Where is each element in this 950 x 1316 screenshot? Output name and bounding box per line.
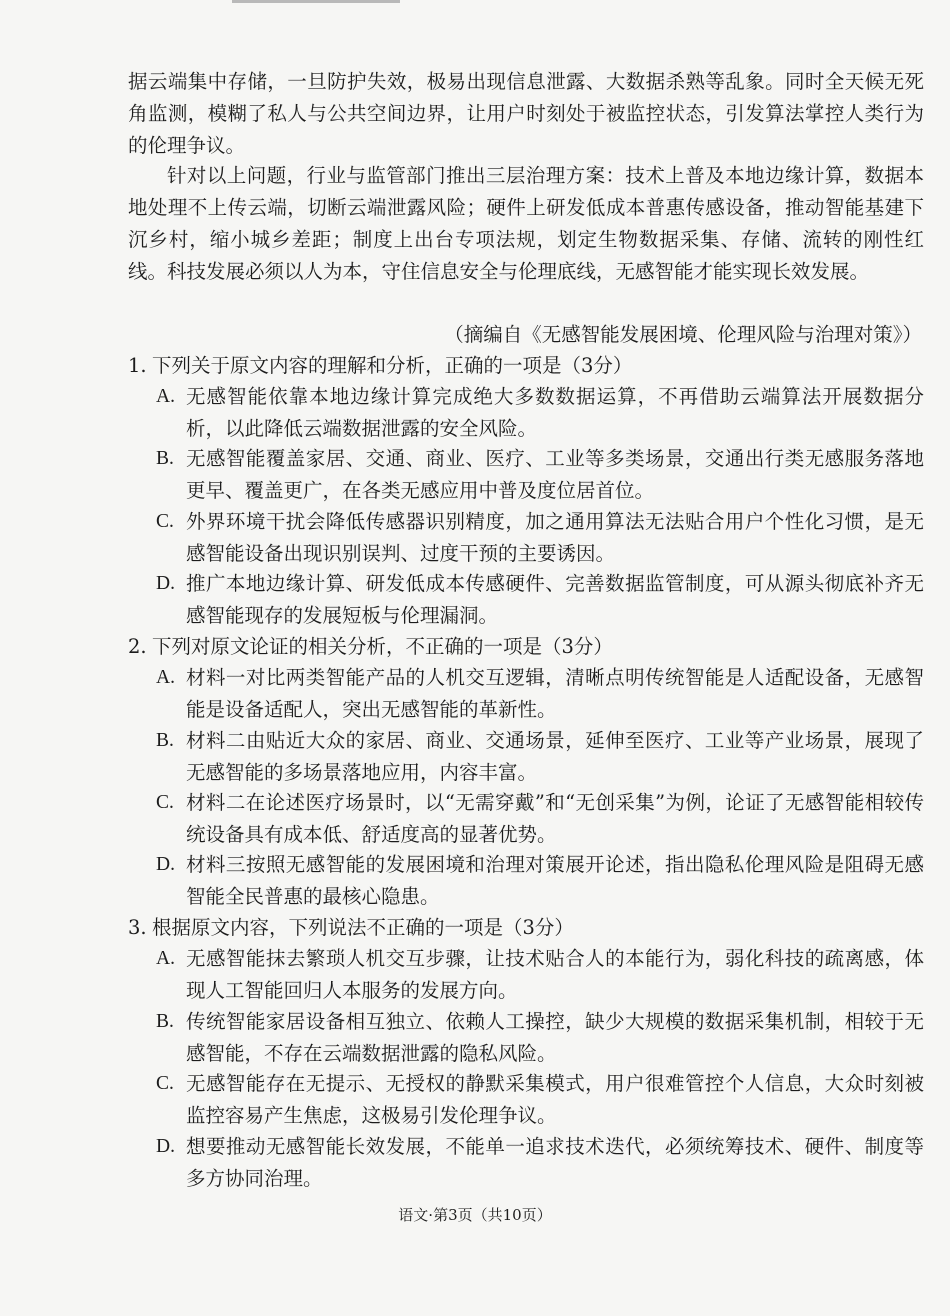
passage-paragraph-1: 据云端集中存储，一旦防护失效，极易出现信息泄露、大数据杀熟等乱象。同时全天候无死角监测，模糊了私人与公共空间边界，让用户时刻处于被监控状态，引发算法掌控人类行为的伦理争议。 [128, 70, 924, 157]
option-label: D. [156, 1136, 175, 1157]
option-text: 无感智能覆盖家居、交通、商业、医疗、工业等多类场景，交通出行类无感服务落地更早、覆盖更广，在各类无感应用中普及度位居首位。 [186, 447, 924, 502]
option-text: 材料一对比两类智能产品的人机交互逻辑，清晰点明传统智能是人适配设备，无感智能是设备适配人，突出无感智能的革新性。 [186, 666, 924, 721]
question-text: 下列关于原文内容的理解和分析，正确的一项是（3分） [152, 354, 633, 377]
option-text: 材料三按照无感智能的发展困境和治理对策展开论述，指出隐私伦理风险是阻碍无感智能全民普惠的最核心隐患。 [186, 853, 924, 908]
question-3-option-d [156, 1131, 924, 1195]
question-2-option-c [156, 787, 924, 851]
option-text: 推广本地边缘计算、研发低成本传感硬件、完善数据监管制度，可从源头彻底补齐无感智能现存的发展短板与伦理漏洞。 [186, 572, 924, 627]
option-label: B. [156, 730, 174, 751]
option-text: 无感智能抹去繁琐人机交互步骤，让技术贴合人的本能行为，弱化科技的疏离感，体现人工智能回归人本服务的发展方向。 [186, 947, 924, 1002]
question-number: 3. [128, 916, 147, 939]
question-1-option-c [156, 506, 924, 570]
option-text: 无感智能存在无提示、无授权的静默采集模式，用户很难管控个人信息，大众时刻被监控容易产生焦虑，这极易引发伦理争议。 [186, 1072, 924, 1127]
passage-paragraph-2: 针对以上问题，行业与监管部门推出三层治理方案：技术上普及本地边缘计算，数据本地处理不上传云端，切断云端泄露风险；硬件上研发低成本普惠传感设备，推动智能基建下沉乡村，缩小城乡差距；制度上出台专项法规，划定生物数据采集、存储、流转的刚性红线。科技发展必须以人为本，守住信息安全与伦理底线，无感智能才能实现长效发展。 [128, 164, 924, 283]
option-text: 无感智能依靠本地边缘计算完成绝大多数数据运算，不再借助云端算法开展数据分析，以此降低云端数据泄露的安全风险。 [186, 385, 924, 440]
option-label: B. [156, 448, 174, 469]
option-text: 传统智能家居设备相互独立、依赖人工操控，缺少大规模的数据采集机制，相较于无感智能，不存在云端数据泄露的隐私风险。 [186, 1010, 924, 1065]
question-text: 根据原文内容，下列说法不正确的一项是（3分） [152, 916, 574, 939]
option-text: 材料二在论述医疗场景时，以“无需穿戴”和“无创采集”为例，论证了无感智能相较传统设备具有成本低、舒适度高的显著优势。 [186, 791, 924, 846]
question-number: 2. [128, 635, 147, 658]
question-3-stem [128, 912, 928, 944]
option-text: 材料二由贴近大众的家居、商业、交通场景，延伸至医疗、工业等产业场景，展现了无感智能的多场景落地应用，内容丰富。 [186, 729, 924, 784]
option-label: A. [156, 948, 175, 969]
option-text: 想要推动无感智能长效发展，不能单一追求技术迭代，必须统筹技术、硬件、制度等多方协同治理。 [186, 1135, 924, 1190]
question-text: 下列对原文论证的相关分析，不正确的一项是（3分） [152, 635, 613, 658]
question-2-option-d [156, 849, 924, 913]
question-1-option-d [156, 568, 924, 632]
option-text: 外界环境干扰会降低传感器识别精度，加之通用算法无法贴合用户个性化习惯，是无感智能设备出现识别误判、过度干预的主要诱因。 [186, 510, 924, 565]
option-label: D. [156, 573, 175, 594]
scan-edge-mark [232, 0, 400, 3]
option-label: A. [156, 667, 175, 688]
option-label: A. [156, 386, 175, 407]
question-2-option-b [156, 725, 924, 789]
question-2-stem [128, 631, 928, 663]
option-label: C. [156, 1073, 174, 1094]
option-label: D. [156, 854, 175, 875]
question-1-option-a [156, 381, 924, 445]
question-3-option-a [156, 943, 924, 1007]
passage-source: （摘编自《无感智能发展困境、伦理风险与治理对策》） [444, 323, 922, 346]
question-3-option-c [156, 1068, 924, 1132]
question-2-option-a [156, 662, 924, 726]
option-label: C. [156, 792, 174, 813]
question-number: 1. [128, 354, 147, 377]
option-label: B. [156, 1011, 174, 1032]
question-1-option-b [156, 443, 924, 507]
option-label: C. [156, 511, 174, 532]
page-footer: 语文·第3页（共10页） [398, 1206, 552, 1224]
question-3-option-b [156, 1006, 924, 1070]
question-1-stem [128, 350, 928, 382]
